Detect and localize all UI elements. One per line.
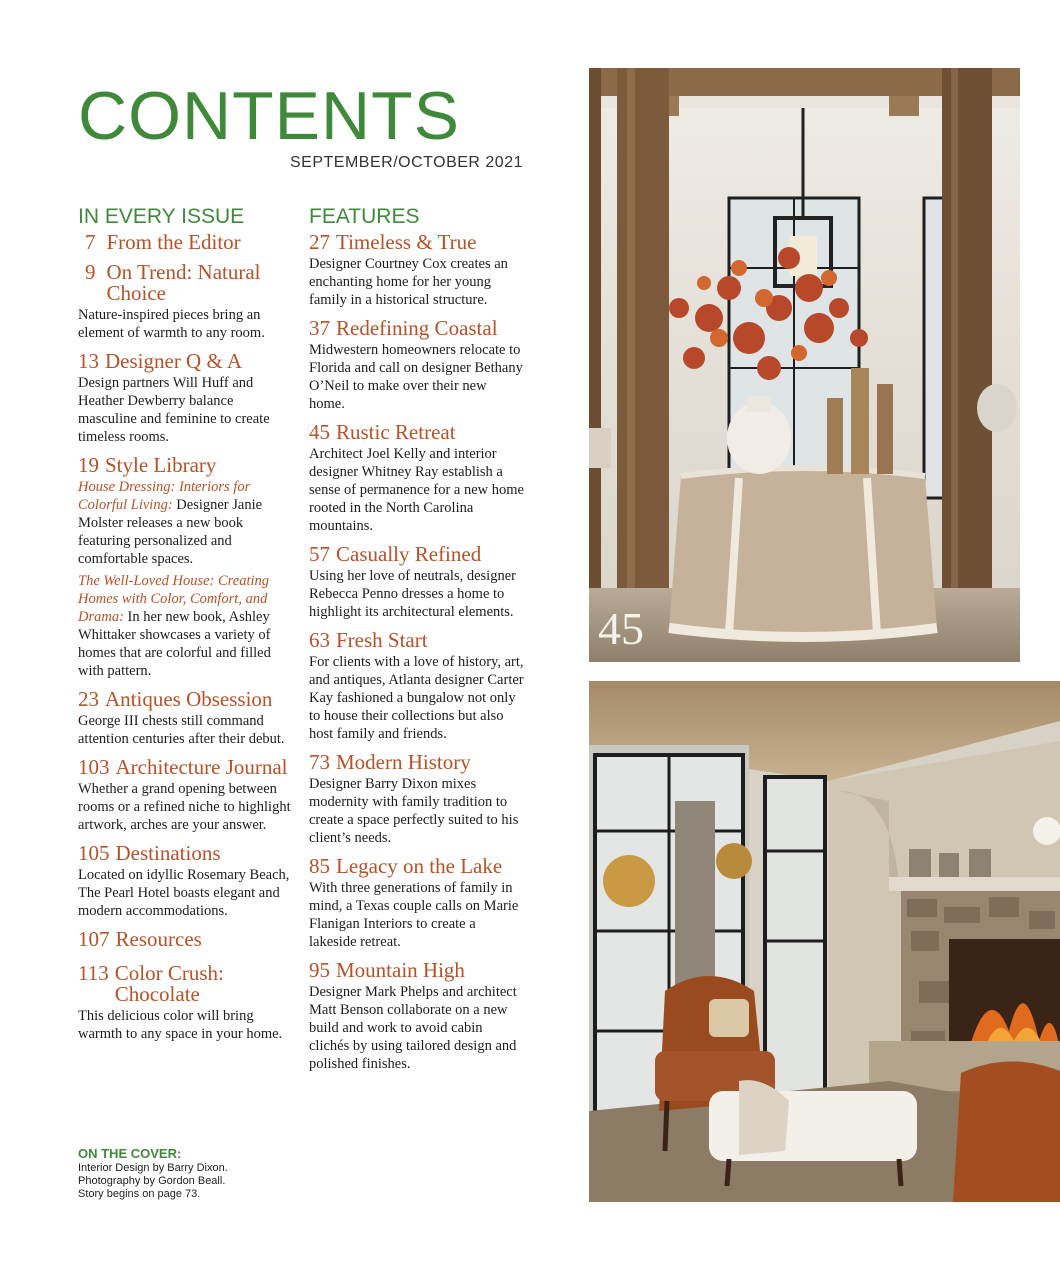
entry-heading [309,630,524,651]
toc-entry[interactable] [309,232,524,309]
features-heading: FEATURES [309,205,420,228]
entry-description: Nature-inspired pieces bring an element of warmth to any room. [78,307,265,341]
entry-title: Redefining Coastal [336,316,498,340]
page-number: 95 [309,958,330,982]
entry-title: On Trend: Natural Choice [106,260,261,305]
page-number: 27 [309,230,330,254]
entry-description: Located on idyllic Rosemary Beach, The Pearl Hotel boasts elegant and modern accommodations. [78,867,290,919]
feature-photo-foyer[interactable] [589,68,1020,662]
page-number: 9 [85,260,96,284]
entry-description: Architect Joel Kelly and interior designer Whitney Ray establish a sense of permanence for a new home rooted in the North Carolina mountains. [309,446,524,534]
entry-heading [309,752,524,773]
entry-title: From the Editor [106,230,241,254]
entry-title: Legacy on the Lake [336,854,503,878]
cover-credit-line: Story begins on page 73. [78,1188,201,1200]
entry-description: For clients with a love of history, art, and antiques, Atlanta designer Carter Kay fashioned a bungalow not only to house their collections but also host family and friends. [309,654,524,742]
entry-title: Architecture Journal [115,755,288,779]
entry-description: Midwestern homeowners relocate to Florida and call on designer Bethany O’Neil to make over their new home. [309,342,523,412]
toc-entry[interactable] [78,455,293,680]
toc-entry[interactable] [309,960,524,1073]
entry-heading [78,455,293,476]
entry-heading [309,422,524,443]
page-number: 37 [309,316,330,340]
entry-title: Color Crush: Chocolate [114,961,224,1006]
entry-heading [78,351,293,372]
book-title: House Dressing: Interiors for Colorful Living: [78,479,251,513]
photo-page-number: 45 [598,603,644,654]
page-number: 7 [85,230,96,254]
entry-heading [78,929,293,950]
page-number: 63 [309,628,330,652]
page-number: 113 [78,961,109,985]
page-number: 107 [78,927,110,951]
book-title: The Well-Loved House: Creating Homes with Color, Comfort, and Drama: [78,573,270,625]
toc-entry[interactable] [78,963,293,1043]
entry-description: This delicious color will bring warmth to any space in your home. [78,1008,283,1042]
entry-description: Designer Courtney Cox creates an enchanting home for her young family in a historical structure. [309,256,508,308]
entry-heading [309,318,524,339]
toc-entry[interactable] [78,351,293,446]
toc-entry[interactable] [78,929,293,950]
entry-title: Designer Q & A [105,349,243,373]
entry-heading [309,232,524,253]
page-number: 57 [309,542,330,566]
entry-heading [309,960,524,981]
cover-credit-line: Interior Design by Barry Dixon. [78,1162,228,1174]
entry-title: Destinations [115,841,221,865]
entry-heading [85,262,293,304]
cover-credit-line: Photography by Gordon Beall. [78,1175,226,1187]
issue-date: SEPTEMBER/OCTOBER 2021 [290,154,523,171]
features-column [309,204,524,1082]
page-title: CONTENTS [78,78,460,154]
page-number: 19 [78,453,99,477]
entry-title: Casually Refined [336,542,482,566]
toc-entry[interactable] [309,752,524,847]
entry-description: Designer Mark Phelps and architect Matt Benson collaborate on a new build and work to avoid cabin clichés by using tailored design and polished finishes. [309,984,517,1072]
every-issue-column [78,204,293,1052]
entry-title: Resources [115,927,202,951]
entry-heading [78,843,293,864]
entry-title: Fresh Start [336,628,428,652]
cover-heading: ON THE COVER: [78,1146,182,1161]
page-number: 85 [309,854,330,878]
entry-description: Whether a grand opening between rooms or a refined niche to highlight artwork, arches are your answer. [78,781,291,833]
page-number: 23 [78,687,99,711]
entry-description: With three generations of family in mind, a Texas couple calls on Marie Flanigan Interiors to create a lakeside retreat. [309,880,519,950]
entry-heading [78,757,293,778]
book-description: Designer Janie Molster releases a new book featuring personalized and comfortable spaces. [78,497,263,567]
entry-description [78,478,293,568]
entry-title: Rustic Retreat [336,420,456,444]
page-number: 45 [309,420,330,444]
entry-title: Timeless & True [336,230,477,254]
feature-photo-living-room[interactable] [589,681,1060,1202]
every-issue-heading: IN EVERY ISSUE [78,205,245,228]
entry-heading [309,544,524,565]
toc-entry[interactable] [309,856,524,951]
page-number: 103 [78,755,110,779]
toc-entry[interactable] [78,843,293,920]
toc-entry[interactable] [309,318,524,413]
toc-entry[interactable] [309,422,524,535]
entry-heading [309,856,524,877]
entry-description [78,572,293,680]
toc-entry[interactable] [78,689,293,748]
entry-description: Design partners Will Huff and Heather Dewberry balance masculine and feminine to create timeless rooms. [78,375,270,445]
entry-title: Modern History [336,750,471,774]
page-number: 73 [309,750,330,774]
entry-title: Style Library [105,453,217,477]
entry-heading [78,963,293,1005]
entry-heading [85,232,293,253]
entry-title: Antiques Obsession [105,687,273,711]
toc-entry[interactable] [78,262,293,342]
toc-entry[interactable] [78,232,293,253]
page-number: 13 [78,349,99,373]
entry-description: George III chests still command attention centuries after their debut. [78,713,285,747]
cover-credits [78,1146,298,1201]
toc-entry[interactable] [309,630,524,743]
entry-description: Using her love of neutrals, designer Rebecca Penno dresses a home to highlight its architectural elements. [309,568,516,620]
page-number: 105 [78,841,110,865]
toc-entry[interactable] [309,544,524,621]
book-description: In her new book, Ashley Whittaker showcases a variety of homes that are colorful and filled with pattern. [78,609,271,679]
entry-description: Designer Barry Dixon mixes modernity with family tradition to create a space perfectly suited to his client’s needs. [309,776,519,846]
entry-heading [78,689,293,710]
entry-title: Mountain High [336,958,465,982]
toc-entry[interactable] [78,757,293,834]
